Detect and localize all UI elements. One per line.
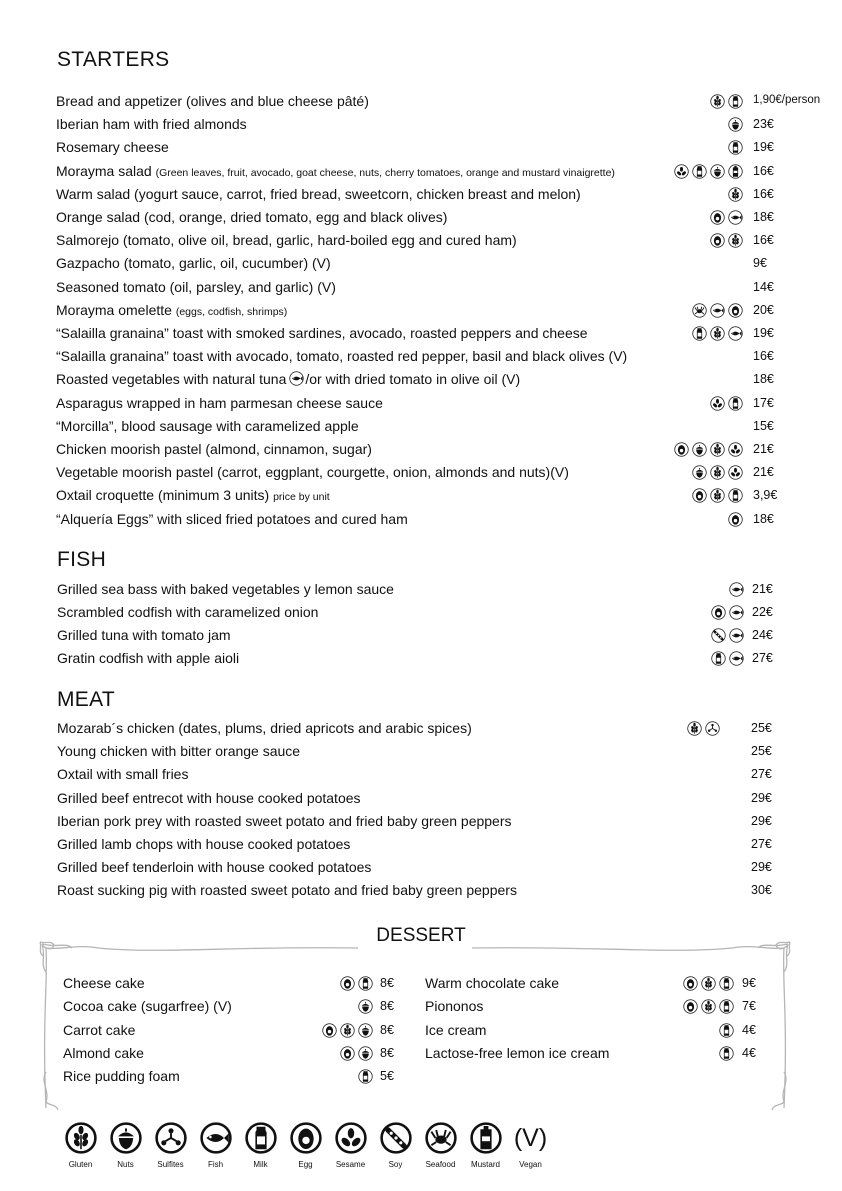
menu-item (57, 650, 787, 672)
menu-item (63, 975, 403, 997)
menu-item-name (56, 255, 331, 271)
menu-item-price: 16€ (753, 186, 774, 201)
menu-item-price: 8€ (380, 976, 394, 990)
sesame-icon (674, 164, 689, 179)
allergen-icons (692, 488, 743, 503)
meat-title: MEAT (57, 688, 115, 711)
menu-item (57, 836, 787, 858)
menu-item-title: Oxtail croquette (minimum 3 units) (56, 487, 270, 504)
menu-item-name (56, 232, 517, 248)
menu-item-price: 4€ (742, 1022, 756, 1037)
allergen-icons (692, 465, 743, 480)
menu-item-title: Roast sucking pig with roasted sweet potato and fried baby green peppers (57, 882, 517, 899)
egg-icon (728, 303, 743, 318)
menu-item-price: 29€ (751, 813, 772, 828)
milk-icon (692, 164, 707, 179)
menu-item (57, 604, 787, 626)
allergen-icons (340, 1046, 373, 1061)
allergen-icons (340, 976, 373, 991)
menu-item-title: Grilled sea bass with baked vegetables y lemon sauce (57, 581, 394, 597)
nuts-icon (728, 117, 743, 132)
gluten-icon (65, 1122, 97, 1154)
legend-label: Seafood (425, 1160, 456, 1169)
fish-icon (729, 582, 744, 597)
menu-item-price: 18€ (753, 372, 774, 387)
legend-label: Sesame (335, 1160, 366, 1169)
legend-label: Milk (253, 1160, 268, 1169)
menu-item-price: 4€ (742, 1045, 756, 1060)
menu-item-title: Morayma omelette (56, 301, 172, 318)
milk-icon (728, 488, 743, 503)
mustard-icon (728, 164, 743, 179)
sesame-icon (710, 396, 725, 411)
menu-item-name (56, 186, 581, 202)
egg-icon (290, 1122, 322, 1154)
menu-item-price: 19€ (753, 326, 774, 340)
menu-item-name (56, 302, 287, 318)
milk-icon (719, 999, 734, 1014)
menu-item-name (56, 93, 369, 109)
menu-item-price: 15€ (753, 418, 774, 433)
menu-item-price: 18€ (753, 511, 774, 526)
allergen-icons (710, 94, 743, 109)
menu-item-name (425, 975, 559, 991)
menu-item-price: 9€ (753, 256, 767, 271)
sulfites-icon (155, 1122, 187, 1154)
menu-item-name (57, 836, 350, 852)
menu-item (56, 186, 786, 208)
menu-item-title: Morayma salad (56, 162, 152, 179)
egg-icon (683, 999, 698, 1014)
menu-item (425, 998, 765, 1020)
legend-label: Vegan (519, 1160, 542, 1169)
menu-item-title-continued: /or with dried tomato in olive oil (V) (305, 371, 521, 388)
menu-item (56, 348, 786, 370)
starters-title: STARTERS (57, 48, 170, 71)
egg-icon (711, 605, 726, 620)
menu-item (56, 464, 786, 486)
legend-label: Mustard (471, 1160, 500, 1169)
menu-item-title: Seasoned tomato (oil, parsley, and garlic) (V) (56, 278, 336, 295)
menu-item-title: Ice cream (425, 1021, 487, 1038)
menu-item-title: Rice pudding foam (63, 1068, 180, 1085)
legend-item (283, 1122, 328, 1169)
milk-icon (728, 140, 743, 155)
legend-item (193, 1122, 238, 1169)
legend-label: Soy (388, 1160, 403, 1169)
menu-item-name (57, 604, 318, 620)
legend-item (148, 1122, 193, 1169)
soy-icon (711, 628, 726, 643)
menu-item-name (57, 627, 231, 643)
menu-item-note: price by unit (273, 491, 330, 504)
menu-item (56, 511, 786, 533)
menu-item-price: 18€ (753, 210, 774, 224)
menu-item-name (57, 581, 394, 597)
allergen-icons (692, 303, 743, 318)
menu-item-name (56, 116, 247, 132)
gluten-icon (701, 976, 716, 991)
legend-item (103, 1122, 148, 1169)
menu-item-title: Asparagus wrapped in ham parmesan cheese sauce (56, 394, 383, 411)
egg-icon (683, 976, 698, 991)
menu-item-name (56, 441, 372, 457)
soy-icon (380, 1122, 412, 1154)
legend-item (328, 1122, 373, 1169)
menu-item-name (63, 1022, 135, 1038)
legend-item (58, 1122, 103, 1169)
menu-item (56, 325, 786, 347)
menu-item (56, 139, 786, 161)
menu-item (57, 627, 787, 649)
menu-item-name (56, 209, 447, 225)
menu-item (57, 882, 787, 904)
menu-item-name (57, 743, 300, 759)
gluten-icon (710, 465, 725, 480)
menu-item-name (56, 511, 408, 527)
menu-item-name (56, 371, 520, 387)
menu-item-title: Lactose-free lemon ice cream (425, 1044, 610, 1061)
menu-item-name (56, 464, 569, 480)
menu-item-name (63, 975, 145, 991)
allergen-legend (58, 1122, 553, 1169)
fish-icon (729, 651, 744, 666)
allergen-icons (687, 721, 720, 736)
menu-item-price: 21€ (753, 442, 774, 456)
menu-item-name (57, 859, 371, 875)
legend-item (463, 1122, 508, 1169)
menu-item-name (57, 766, 188, 782)
menu-item-price: 25€ (751, 744, 772, 759)
dessert-title: DESSERT (376, 925, 466, 946)
menu-item-price: 5€ (380, 1069, 394, 1084)
allergen-icons (711, 605, 744, 620)
menu-item-name (56, 348, 627, 364)
menu-item (57, 859, 787, 881)
menu-item-name (57, 882, 517, 898)
milk-icon (692, 326, 707, 341)
allergen-icons (683, 999, 734, 1014)
legend-label: Egg (298, 1160, 313, 1169)
menu-item-title: Chicken moorish pastel (almond, cinnamon, sugar) (56, 441, 372, 457)
menu-item-name (57, 790, 361, 806)
menu-item-name (56, 163, 615, 179)
menu-item (57, 813, 787, 835)
allergen-icons (322, 1023, 373, 1038)
menu-item (56, 418, 786, 440)
allergen-icons (728, 117, 743, 132)
milk-icon (719, 1023, 734, 1038)
menu-item-name (56, 279, 336, 295)
milk-icon (711, 651, 726, 666)
egg-icon (340, 976, 355, 991)
menu-item-title: Grilled lamb chops with house cooked potatoes (57, 836, 351, 852)
menu-item-title: Iberian ham with fried almonds (56, 116, 247, 133)
menu-item-title: “Alquería Eggs” with sliced fried potatoes and cured ham (56, 510, 408, 527)
allergen-icons (719, 1046, 734, 1061)
menu-item-name (425, 998, 483, 1014)
menu-item-price: 3,9€ (753, 488, 778, 503)
allergen-icons (728, 140, 743, 155)
gluten-icon (710, 488, 725, 503)
allergen-icons (683, 976, 734, 991)
nuts-icon (358, 999, 373, 1014)
vegan-icon: (V) (513, 1124, 548, 1152)
fish-icon (729, 605, 744, 620)
menu-item-title: Scrambled codfish with caramelized onion (57, 604, 319, 620)
egg-icon (340, 1046, 355, 1061)
allergen-icons (710, 233, 743, 248)
menu-item (63, 1022, 403, 1044)
menu-item-price: 9€ (742, 976, 756, 990)
menu-item-title: Gratin codfish with apple aioli (57, 650, 240, 666)
menu-item-name (63, 1045, 144, 1061)
menu-item-name (56, 487, 330, 503)
legend-label: Nuts (117, 1160, 134, 1169)
menu-item-title: “Morcilla”, blood sausage with caramelized apple (56, 417, 359, 434)
fish-icon (289, 371, 304, 386)
allergen-icons (711, 628, 744, 643)
menu-item-price: 21€ (753, 465, 774, 480)
menu-item-price: 8€ (380, 1045, 394, 1060)
gluten-icon (687, 721, 702, 736)
menu-item-title: “Salailla granaina” toast with avocado, tomato, roasted red pepper, basil and black olives (V) (56, 348, 628, 365)
menu-item-title: Cheese cake (63, 975, 145, 991)
seafood-icon (425, 1122, 457, 1154)
legend-label: Gluten (68, 1160, 93, 1169)
menu-item-title: Vegetable moorish pastel (carrot, eggplant, courgette, onion, almonds and nuts)(V) (56, 464, 569, 481)
gluten-icon (728, 187, 743, 202)
milk-icon (245, 1122, 277, 1154)
menu-item (56, 279, 786, 301)
fish-icon (728, 326, 743, 341)
menu-item-price: 20€ (753, 302, 774, 317)
gluten-icon (710, 442, 725, 457)
menu-item (425, 1045, 765, 1067)
sulfites-icon (705, 721, 720, 736)
gluten-icon (701, 999, 716, 1014)
menu-item-name (63, 1068, 180, 1084)
legend-item (373, 1122, 418, 1169)
menu-item (56, 302, 786, 324)
gluten-icon (340, 1023, 355, 1038)
legend-item (238, 1122, 283, 1169)
menu-item (56, 441, 786, 463)
menu-item-title: Iberian pork prey with roasted sweet potato and fried baby green peppers (57, 812, 512, 829)
mustard-icon (470, 1122, 502, 1154)
sesame-icon (728, 465, 743, 480)
allergen-icons (710, 396, 743, 411)
menu-item-name (56, 418, 359, 434)
milk-icon (358, 1069, 373, 1084)
allergen-icons (729, 582, 744, 597)
allergen-icons (358, 1069, 373, 1084)
menu-item-name (56, 325, 588, 341)
gluten-icon (710, 326, 725, 341)
menu-item-title: Bread and appetizer (olives and blue cheese pâté) (56, 93, 369, 109)
menu-item-title: Grilled tuna with tomato jam (57, 627, 231, 643)
allergen-icons (711, 651, 744, 666)
menu-item-title: “Salailla granaina” toast with smoked sardines, avocado, roasted peppers and cheese (56, 325, 588, 341)
menu-item-title: Rosemary cheese (56, 139, 169, 156)
fish-icon (728, 210, 743, 225)
allergen-icons (674, 164, 743, 179)
allergen-icons (710, 210, 743, 225)
menu-item-price: 29€ (751, 790, 772, 805)
menu-item (425, 1022, 765, 1044)
allergen-icons (358, 999, 373, 1014)
menu-item-price: 19€ (753, 140, 774, 155)
menu-item-title: Young chicken with bitter orange sauce (57, 743, 301, 760)
egg-icon (728, 512, 743, 527)
menu-item-price: 27€ (751, 837, 772, 851)
egg-icon (710, 233, 725, 248)
menu-item (56, 93, 821, 115)
sesame-icon (335, 1122, 367, 1154)
gluten-icon (728, 233, 743, 248)
menu-item-price: 16€ (753, 349, 774, 364)
menu-item-price: 27€ (752, 651, 773, 665)
menu-item (57, 790, 787, 812)
menu-item-price: 1,90€/person (753, 94, 821, 106)
menu-item-title: Cocoa cake (sugarfree) (V) (63, 998, 232, 1015)
allergen-icons (728, 187, 743, 202)
allergen-icons (692, 326, 743, 341)
egg-icon (674, 442, 689, 457)
legend-item (508, 1122, 553, 1169)
menu-item-title: Piononos (425, 998, 484, 1015)
egg-icon (710, 210, 725, 225)
menu-item-title: Mozarab´s chicken (dates, plums, dried apricots and arabic spices) (57, 720, 472, 736)
menu-item-name (425, 1045, 609, 1061)
menu-item-name (57, 720, 472, 736)
milk-icon (728, 396, 743, 411)
legend-label: Sulfites (157, 1160, 184, 1169)
menu-item-title: Roasted vegetables with natural tuna (56, 371, 287, 388)
nuts-icon (692, 442, 707, 457)
menu-item-price: 30€ (751, 883, 772, 898)
nuts-icon (710, 164, 725, 179)
menu-item-name (57, 650, 239, 666)
milk-icon (358, 976, 373, 991)
fish-icon (729, 628, 744, 643)
menu-item (56, 116, 786, 138)
menu-item (63, 998, 403, 1020)
nuts-icon (358, 1046, 373, 1061)
menu-item-name (56, 139, 169, 155)
egg-icon (322, 1023, 337, 1038)
allergen-icons (728, 512, 743, 527)
fish-icon (710, 303, 725, 318)
menu-item (56, 395, 786, 417)
menu-item-price: 16€ (753, 233, 774, 248)
menu-item-price: 25€ (751, 721, 772, 735)
menu-item-title: Orange salad (cod, orange, dried tomato, egg and black olives) (56, 209, 448, 225)
menu-item-name (425, 1022, 486, 1038)
fish-title: FISH (57, 548, 107, 571)
menu-item (56, 232, 786, 254)
menu-item-price: 22€ (752, 605, 773, 619)
milk-icon (728, 94, 743, 109)
menu-item-note: (eggs, codfish, shrimps) (175, 305, 288, 318)
menu-item-title: Gazpacho (tomato, garlic, oil, cucumber) (V) (56, 255, 331, 272)
menu-item (56, 209, 786, 231)
menu-item-title: Carrot cake (63, 1021, 136, 1038)
menu-item-price: 21€ (752, 582, 773, 596)
nuts-icon (110, 1122, 142, 1154)
menu-item (63, 1045, 403, 1067)
sesame-icon (728, 442, 743, 457)
menu-item (63, 1068, 403, 1090)
nuts-icon (358, 1023, 373, 1038)
menu-item-price: 8€ (380, 999, 394, 1014)
legend-label: Fish (207, 1160, 224, 1169)
menu-item-name (57, 813, 512, 829)
menu-item-price: 29€ (751, 860, 772, 875)
menu-item-title: Warm chocolate cake (425, 975, 560, 991)
milk-icon (719, 1046, 734, 1061)
menu-item-name (63, 998, 232, 1014)
menu-item-price: 8€ (380, 1022, 394, 1037)
menu-item-title: Warm salad (yogurt sauce, carrot, fried bread, sweetcorn, chicken breast and melon) (56, 185, 581, 202)
menu-item-name (56, 395, 383, 411)
menu-item (57, 743, 787, 765)
menu-item-title: Oxtail with small fries (57, 766, 189, 783)
milk-icon (719, 976, 734, 991)
seafood-icon (692, 303, 707, 318)
gluten-icon (710, 94, 725, 109)
menu-item-price: 14€ (753, 279, 774, 294)
menu-item-title: Grilled beef tenderloin with house cooked potatoes (57, 859, 372, 876)
menu-item-title: Salmorejo (tomato, olive oil, bread, garlic, hard-boiled egg and cured ham) (56, 232, 517, 249)
menu-item-price: 7€ (742, 999, 756, 1014)
menu-item-price: 17€ (753, 395, 774, 410)
menu-item-price: 24€ (752, 628, 773, 642)
menu-item (57, 720, 787, 742)
menu-item (56, 371, 786, 393)
menu-item-title: Almond cake (63, 1044, 144, 1061)
menu-item-title: Grilled beef entrecot with house cooked potatoes (57, 789, 361, 806)
menu-item (425, 975, 765, 997)
menu-item-note: (Green leaves, fruit, avocado, goat cheese, nuts, cherry tomatoes, orange and mustard vinaigrette) (155, 166, 615, 179)
menu-item (56, 163, 786, 185)
allergen-icons (674, 442, 743, 457)
menu-item-price: 23€ (753, 117, 774, 132)
menu-item (57, 766, 787, 788)
menu-item-price: 16€ (753, 163, 774, 178)
allergen-icons (719, 1023, 734, 1038)
legend-item (418, 1122, 463, 1169)
menu-item (57, 581, 787, 603)
menu-item (56, 255, 786, 277)
egg-icon (692, 488, 707, 503)
nuts-icon (692, 465, 707, 480)
fish-icon (200, 1122, 232, 1154)
menu-item-price: 27€ (751, 767, 772, 782)
menu-item (56, 487, 786, 509)
